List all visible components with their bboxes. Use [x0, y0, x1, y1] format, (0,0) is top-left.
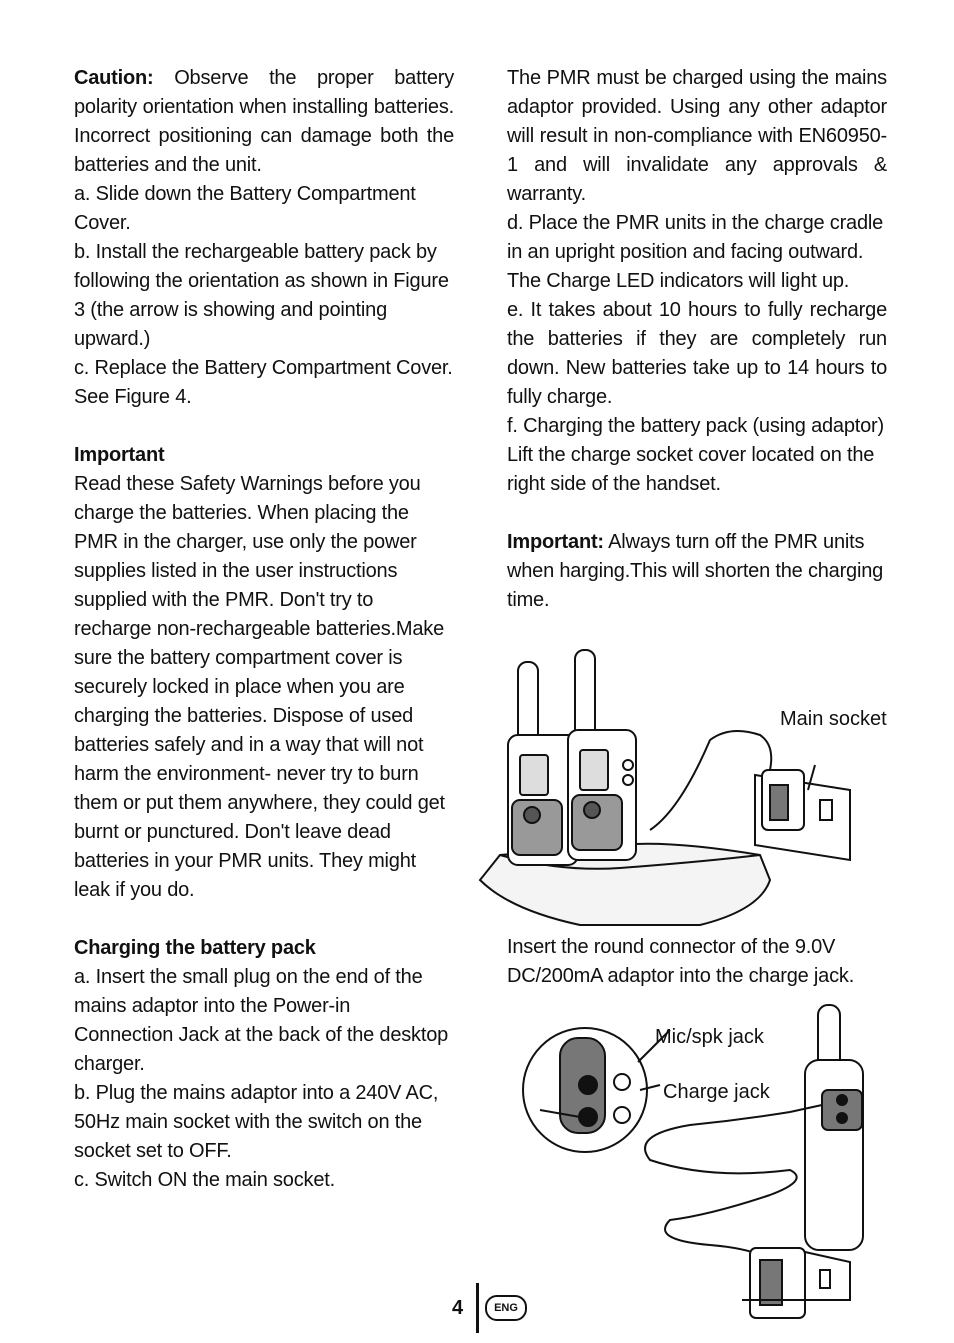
charging-step-a: a. Insert the small plug on the end of the mains adaptor into the Power-in Connection Jack at the back of the desktop charger. [74, 966, 449, 1075]
important-note-text: Always turn off the PMR units when harging.This will shorten the charging time. [507, 531, 884, 611]
caution-paragraph [74, 64, 454, 180]
right-column [507, 64, 887, 615]
page-number: 4 [452, 1297, 464, 1319]
figure-caption-text: Insert the round connector of the 9.0V DC/200mA adaptor into the charge jack. [507, 936, 855, 987]
charging-step-c: c. Switch ON the main socket. [74, 1169, 335, 1191]
step-b: b. Install the rechargeable battery pack by following the orientation as shown in Figure 3 (the arrow is showing and pointing upward.) [74, 241, 449, 350]
step-e: e. It takes about 10 hours to fully recharge the batteries if they are completely run down. New batteries take up to 14 hours to fully charge. [507, 299, 887, 408]
footer-divider [476, 1283, 479, 1333]
caution-label: Caution: [74, 67, 154, 89]
intro-paragraph: The PMR must be charged using the mains adaptor provided. Using any other adaptor will result in non-compliance with EN60950-1 and will invalidate any approvals & warranty. [507, 67, 887, 205]
charger-figure [470, 640, 910, 940]
mic-spk-jack-label: Mic/spk jack [655, 1026, 764, 1048]
language-badge: ENG [485, 1295, 527, 1321]
charging-step-b: b. Plug the mains adaptor into a 240V AC, 50Hz main socket with the switch on the socket set to OFF. [74, 1082, 439, 1162]
important-note-label: Important: [507, 531, 604, 553]
left-column [74, 64, 454, 1195]
caution-text: Observe the proper battery polarity orientation when installing batteries. Incorrect positioning can damage both the batteries and the unit. [74, 67, 454, 176]
important-note [507, 528, 887, 615]
figure-caption [507, 933, 887, 991]
important-heading: Important [74, 444, 165, 466]
step-f: f. Charging the battery pack (using adaptor) Lift the charge socket cover located on the right side of the handset. [507, 415, 884, 495]
main-socket-label: Main socket [780, 708, 887, 730]
charge-jack-figure [510, 1000, 910, 1335]
important-text: Read these Safety Warnings before you charge the batteries. When placing the PMR in the charger, use only the power supplies listed in the user instructions supplied with the PMR. Don't try to recharge non-rechargeable batteries.Make sure the battery compartment cover is securely locked in place when you are charging the batteries. Dispose of used batteries safely and in a way that will not harm the environment- never try to burn them or put them anywhere, they could get burnt or punctured. Don't leave dead batteries in your PMR units. They might leak if you do. [74, 473, 445, 901]
step-d: d. Place the PMR units in the charge cradle in an upright position and facing outward. The Charge LED indicators will light up. [507, 212, 884, 292]
step-c: c. Replace the Battery Compartment Cover. See Figure 4. [74, 357, 453, 408]
step-a: a. Slide down the Battery Compartment Cover. [74, 183, 416, 234]
charging-heading: Charging the battery pack [74, 937, 316, 959]
charge-jack-label: Charge jack [663, 1081, 770, 1103]
